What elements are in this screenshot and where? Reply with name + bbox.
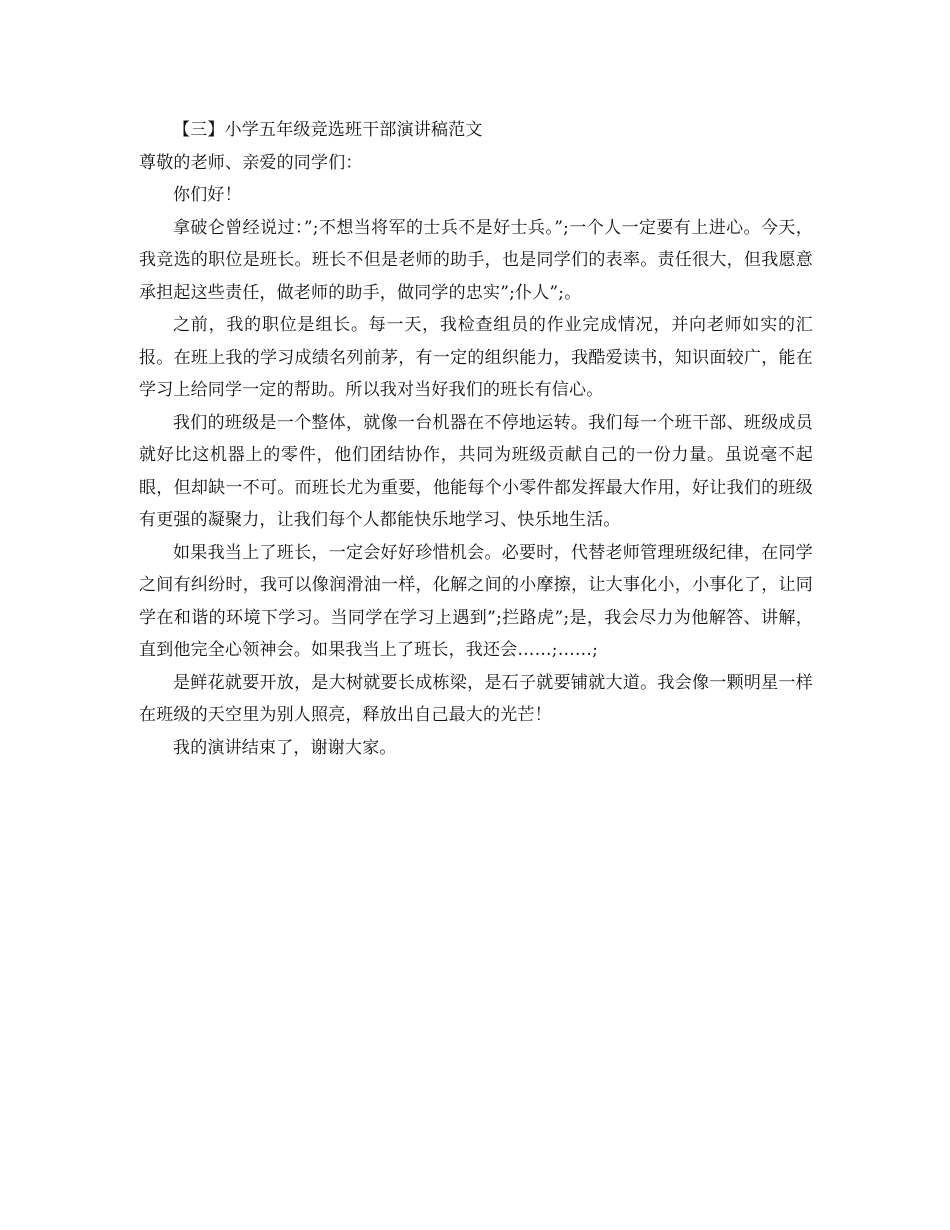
document-body bbox=[139, 114, 813, 764]
paragraph-closing: 我的演讲结束了，谢谢大家。 bbox=[173, 737, 397, 758]
paragraph-previous-role: 之前，我的职位是组长。每一天，我检查组员的作业完成情况，并向老师如实的汇报。在班上我的学习成绩名列前茅，有一定的组织能力，我酷爱读书，知识面较广，能在学习上给同学一定的帮助。所以我对当好我们的班长有信心。 bbox=[139, 315, 813, 400]
paragraph-if-elected: 如果我当上了班长，一定会好好珍惜机会。必要时，代替老师管理班级纪律，在同学之间有纠纷时，我可以像润滑油一样，化解之间的小摩擦，让大事化小，小事化了，让同学在和谐的环境下学习。当同学在学习上遇到”;拦路虎”;是，我会尽力为他解答、讲解，直到他完全心领神会。如果我当上了班长，我还会……;……; bbox=[139, 542, 813, 660]
paragraph-class-as-machine: 我们的班级是一个整体，就像一台机器在不停地运转。我们每一个班干部、班级成员就好比这机器上的零件，他们团结协作，共同为班级贡献自己的一份力量。虽说毫不起眼，但却缺一不可。而班长尤为重要，他能每个小零件都发挥最大作用，好让我们的班级有更强的凝聚力，让我们每个人都能快乐地学习、快乐地生活。 bbox=[139, 412, 813, 530]
document-title: 【三】小学五年级竞选班干部演讲稿范文 bbox=[173, 120, 483, 140]
paragraph-aspiration: 是鲜花就要开放，是大树就要长成栋梁，是石子就要铺就大道。我会像一颗明星一样在班级的天空里为别人照亮，释放出自己最大的光芒！ bbox=[139, 672, 813, 725]
salutation: 尊敬的老师、亲爱的同学们： bbox=[139, 152, 363, 173]
paragraph-greeting: 你们好！ bbox=[173, 185, 242, 205]
paragraph-napoleon-quote: 拿破仑曾经说过：”;不想当将军的士兵不是好士兵。”;一个人一定要有上进心。今天，我竞选的职位是班长。班长不但是老师的助手，也是同学们的表率。责任很大，但我愿意承担起这些责任，做老师的助手，做同学的忠实”;仆人”;。 bbox=[139, 217, 813, 303]
